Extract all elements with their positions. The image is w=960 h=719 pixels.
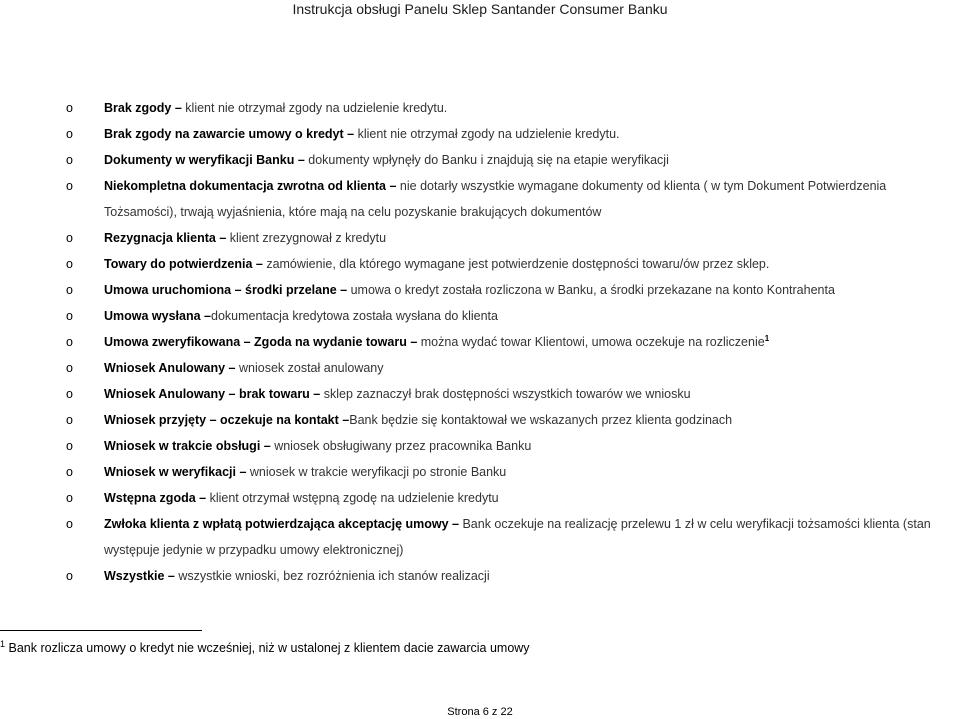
dash-separator: – [343, 127, 358, 141]
status-description: klient zrezygnował z kredytu [229, 231, 387, 245]
document-title: Instrukcja obsługi Panelu Sklep Santander Consumer Banku [292, 1, 668, 17]
dash-separator: – [260, 439, 275, 453]
list-item-text [104, 568, 490, 584]
status-description-continued: występuje jedynie w przypadku umowy elektronicznej) [104, 543, 404, 557]
list-item-text [104, 412, 732, 428]
bullet-marker: o [66, 361, 73, 375]
status-term: Wniosek Anulowany – brak towaru [104, 387, 310, 401]
dash-separator: – [195, 491, 210, 505]
footnote-separator [0, 630, 202, 631]
status-description: klient nie otrzymał zgody na udzielenie kredytu. [357, 127, 620, 141]
bullet-marker: o [66, 465, 73, 479]
status-term: Rezygnacja klienta [104, 231, 216, 245]
status-description: można wydać towar Klientowi, umowa oczekuje na rozliczenie [420, 335, 765, 349]
footnote [0, 640, 530, 656]
dash-separator: – [336, 283, 351, 297]
list-item-text [104, 360, 384, 376]
dash-separator: – [200, 309, 212, 323]
status-term: Umowa uruchomiona – środki przelane [104, 283, 337, 297]
bullet-marker: o [66, 153, 73, 167]
bullet-marker: o [66, 569, 73, 583]
list-item-text [104, 152, 669, 168]
footnote-reference: 1 [764, 333, 770, 343]
status-term: Dokumenty w weryfikacji Banku [104, 153, 295, 167]
list-item-text [104, 334, 769, 350]
bullet-marker: o [66, 517, 73, 531]
status-description: wniosek w trakcie weryfikacji po stronie Banku [249, 465, 507, 479]
list-item-text [104, 282, 835, 298]
status-term: Wniosek przyjęty – oczekuje na kontakt [104, 413, 339, 427]
status-description: Bank będzie się kontaktował we wskazanych przez klienta godzinach [349, 413, 733, 427]
list-item-text [104, 386, 691, 402]
status-description: zamówienie, dla którego wymagane jest potwierdzenie dostępności towaru/ów przez sklep. [266, 257, 770, 271]
status-description: Bank oczekuje na realizację przelewu 1 zł w celu weryfikacji tożsamości klienta (stan [462, 517, 931, 531]
dash-separator: – [236, 465, 250, 479]
status-term: Wniosek w weryfikacji [104, 465, 236, 479]
bullet-marker: o [66, 491, 73, 505]
list-item-text [104, 256, 769, 272]
status-term: Umowa zweryfikowana – Zgoda na wydanie towaru [104, 335, 407, 349]
status-term: Brak zgody na zawarcie umowy o kredyt [104, 127, 344, 141]
status-description: klient nie otrzymał zgody na udzielenie kredytu. [185, 101, 448, 115]
list-item-text [104, 464, 506, 480]
dash-separator: – [386, 179, 400, 193]
page-number [0, 705, 960, 719]
bullet-marker: o [66, 179, 73, 193]
dash-separator: – [448, 517, 463, 531]
bullet-marker: o [66, 387, 73, 401]
page-number-label: Strona 6 z 22 [447, 706, 513, 718]
list-item-text [104, 490, 499, 506]
dash-separator: – [309, 387, 324, 401]
status-description-continued: Tożsamości), trwają wyjaśnienia, które mają na celu pozyskanie brakujących dokumentów [104, 205, 602, 219]
footnote-text: Bank rozlicza umowy o kredyt nie wcześniej, niż w ustalonej z klientem dacie zawarcia umowy [8, 641, 530, 655]
list-item-text [104, 230, 386, 246]
status-term: Wniosek w trakcie obsługi [104, 439, 261, 453]
dash-separator: – [225, 361, 239, 375]
status-term: Umowa wysłana [104, 309, 201, 323]
status-term: Niekompletna dokumentacja zwrotna od klienta [104, 179, 387, 193]
bullet-marker: o [66, 257, 73, 271]
list-item-text [104, 178, 886, 194]
bullet-marker: o [66, 309, 73, 323]
bullet-marker: o [66, 439, 73, 453]
bullet-marker: o [66, 283, 73, 297]
list-item-text [104, 516, 931, 532]
bullet-marker: o [66, 127, 73, 141]
status-description: dokumentacja kredytowa została wysłana do klienta [211, 309, 498, 323]
status-description: wszystkie wnioski, bez rozróżnienia ich stanów realizacji [178, 569, 490, 583]
dash-separator: – [164, 569, 179, 583]
status-term: Wszystkie [104, 569, 165, 583]
dash-separator: – [406, 335, 421, 349]
status-term: Towary do potwierdzenia [104, 257, 253, 271]
status-description: klient otrzymał wstępną zgodę na udzielenie kredytu [209, 491, 499, 505]
bullet-marker: o [66, 413, 73, 427]
bullet-marker: o [66, 101, 73, 115]
dash-separator: – [338, 413, 350, 427]
dash-separator: – [171, 101, 186, 115]
bullet-marker: o [66, 335, 73, 349]
footnote-mark: 1 [0, 638, 6, 649]
status-description: umowa o kredyt została rozliczona w Banku, a środki przekazane na konto Kontrahenta [350, 283, 835, 297]
list-item-text [104, 308, 498, 324]
page-header [0, 0, 960, 24]
list-item-text [104, 438, 531, 454]
list-item-text [104, 100, 447, 116]
dash-separator: – [215, 231, 230, 245]
status-description: wniosek został anulowany [238, 361, 384, 375]
status-description: wniosek obsługiwany przez pracownika Banku [274, 439, 532, 453]
status-description: dokumenty wpłynęły do Banku i znajdują się na etapie weryfikacji [308, 153, 669, 167]
status-term: Wstępna zgoda [104, 491, 196, 505]
dash-separator: – [294, 153, 309, 167]
status-term: Zwłoka klienta z wpłatą potwierdzająca akceptację umowy [104, 517, 449, 531]
bullet-marker: o [66, 231, 73, 245]
status-term: Wniosek Anulowany [104, 361, 226, 375]
status-description: nie dotarły wszystkie wymagane dokumenty od klienta ( w tym Dokument Potwierdzenia [399, 179, 887, 193]
status-term: Brak zgody [104, 101, 172, 115]
dash-separator: – [252, 257, 267, 271]
list-item-text [104, 126, 620, 142]
status-description: sklep zaznaczył brak dostępności wszystkich towarów we wniosku [323, 387, 691, 401]
